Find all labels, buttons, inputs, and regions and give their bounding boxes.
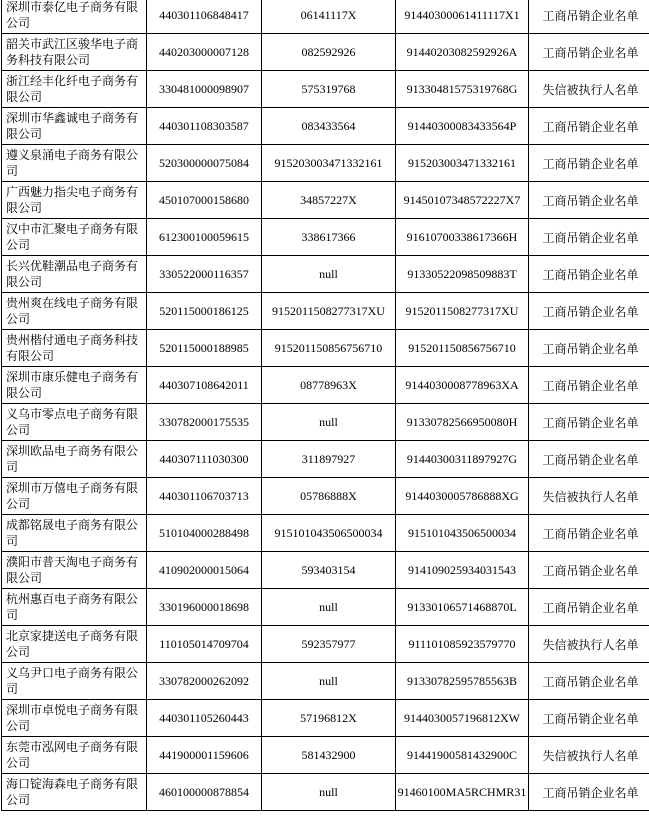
credit-code-cell: 91330106571468870L	[396, 589, 529, 626]
company-name-cell: 成都铭晟电子商务有限公司	[2, 515, 147, 552]
list-type-cell: 工商吊销企业名单	[529, 219, 649, 256]
list-type-cell: 工商吊销企业名单	[529, 108, 649, 145]
company-name-cell: 北京家捷送电子商务有限公司	[2, 626, 147, 663]
company-name-cell: 东莞市泓网电子商务有限公司	[2, 737, 147, 774]
credit-code-cell: 9144030057196812XW	[396, 700, 529, 737]
list-type-cell: 工商吊销企业名单	[529, 330, 649, 367]
table-row	[2, 441, 649, 478]
credit-code-cell: 9144030005786888XG	[396, 478, 529, 515]
list-type-cell: 工商吊销企业名单	[529, 404, 649, 441]
table-row	[2, 34, 649, 71]
company-name-cell: 杭州惠百电子商务有限公司	[2, 589, 147, 626]
credit-code-cell: 915201150856756710	[396, 330, 529, 367]
company-name-cell: 浙江经丰化纤电子商务有限公司	[2, 71, 147, 108]
table-row	[2, 478, 649, 515]
credit-code-cell: 91610700338617366H	[396, 219, 529, 256]
credit-code-cell: 91330481575319768G	[396, 71, 529, 108]
company-name-cell: 深圳欧品电子商务有限公司	[2, 441, 147, 478]
registration-number-cell: 410902000015064	[147, 552, 262, 589]
organization-code-cell: null	[262, 589, 396, 626]
list-type-cell: 工商吊销企业名单	[529, 552, 649, 589]
table-row	[2, 182, 649, 219]
credit-code-cell: 91330782566950080H	[396, 404, 529, 441]
registration-number-cell: 330196000018698	[147, 589, 262, 626]
organization-code-cell: 57196812X	[262, 700, 396, 737]
credit-code-cell: 915203003471332161	[396, 145, 529, 182]
registration-number-cell: 612300100059615	[147, 219, 262, 256]
organization-code-cell: 05786888X	[262, 478, 396, 515]
list-type-cell: 工商吊销企业名单	[529, 700, 649, 737]
list-type-cell: 工商吊销企业名单	[529, 34, 649, 71]
company-name-cell: 汉中市汇聚电子商务有限公司	[2, 219, 147, 256]
company-name-cell: 深圳市卓悦电子商务有限公司	[2, 700, 147, 737]
list-type-cell: 工商吊销企业名单	[529, 589, 649, 626]
list-type-cell: 工商吊销企业名单	[529, 663, 649, 700]
organization-code-cell: null	[262, 663, 396, 700]
table-row	[2, 774, 649, 811]
organization-code-cell: 593403154	[262, 552, 396, 589]
organization-code-cell: null	[262, 774, 396, 811]
credit-code-cell: 9152011508277317XU	[396, 293, 529, 330]
company-table-body	[2, 0, 649, 811]
company-name-cell: 广西魅力指尖电子商务有限公司	[2, 182, 147, 219]
organization-code-cell: 915203003471332161	[262, 145, 396, 182]
credit-code-cell: 9144030008778963XA	[396, 367, 529, 404]
registration-number-cell: 440301105260443	[147, 700, 262, 737]
credit-code-cell: 91440300311897927G	[396, 441, 529, 478]
registration-number-cell: 330782000262092	[147, 663, 262, 700]
credit-code-cell: 91330782595785563B	[396, 663, 529, 700]
list-type-cell: 失信被执行人名单	[529, 626, 649, 663]
registration-number-cell: 460100000878854	[147, 774, 262, 811]
credit-code-cell: 911101085923579770	[396, 626, 529, 663]
organization-code-cell: 915201150856756710	[262, 330, 396, 367]
list-type-cell: 失信被执行人名单	[529, 478, 649, 515]
registration-number-cell: 440301106848417	[147, 0, 262, 34]
credit-code-cell: 914109025934031543	[396, 552, 529, 589]
list-type-cell: 失信被执行人名单	[529, 71, 649, 108]
company-name-cell: 义乌市零点电子商务有限公司	[2, 404, 147, 441]
company-name-cell: 深圳市泰亿电子商务有限公司	[2, 0, 147, 34]
company-name-cell: 韶关市武江区骏华电子商务科技有限公司	[2, 34, 147, 71]
registration-number-cell: 441900001159606	[147, 737, 262, 774]
table-row	[2, 256, 649, 293]
list-type-cell: 工商吊销企业名单	[529, 0, 649, 34]
table-row	[2, 330, 649, 367]
organization-code-cell: 915101043506500034	[262, 515, 396, 552]
registration-number-cell: 440307111030300	[147, 441, 262, 478]
table-row	[2, 552, 649, 589]
organization-code-cell: 08778963X	[262, 367, 396, 404]
table-row	[2, 219, 649, 256]
table-row	[2, 293, 649, 330]
registration-number-cell: 510104000288498	[147, 515, 262, 552]
registration-number-cell: 440301108303587	[147, 108, 262, 145]
credit-code-cell: 91440300083433564P	[396, 108, 529, 145]
table-row	[2, 515, 649, 552]
organization-code-cell: 575319768	[262, 71, 396, 108]
registration-number-cell: 520300000075084	[147, 145, 262, 182]
credit-code-cell: 91440203082592926A	[396, 34, 529, 71]
company-name-cell: 深圳市康乐健电子商务有限公司	[2, 367, 147, 404]
registration-number-cell: 330522000116357	[147, 256, 262, 293]
credit-code-cell: 91330522098509883T	[396, 256, 529, 293]
organization-code-cell: 082592926	[262, 34, 396, 71]
company-name-cell: 濮阳市普天淘电子商务有限公司	[2, 552, 147, 589]
table-row	[2, 0, 649, 34]
organization-code-cell: 581432900	[262, 737, 396, 774]
registration-number-cell: 520115000186125	[147, 293, 262, 330]
organization-code-cell: 06141117X	[262, 0, 396, 34]
company-name-cell: 长兴优鞋潮品电子商务有限公司	[2, 256, 147, 293]
credit-code-cell: 91450107348572227X7	[396, 182, 529, 219]
table-row	[2, 367, 649, 404]
table-row	[2, 404, 649, 441]
company-name-cell: 义乌尹口电子商务有限公司	[2, 663, 147, 700]
table-row	[2, 71, 649, 108]
table-row	[2, 737, 649, 774]
list-type-cell: 工商吊销企业名单	[529, 182, 649, 219]
credit-code-cell: 91441900581432900C	[396, 737, 529, 774]
registration-number-cell: 520115000188985	[147, 330, 262, 367]
table-row	[2, 108, 649, 145]
list-type-cell: 工商吊销企业名单	[529, 367, 649, 404]
organization-code-cell: 083433564	[262, 108, 396, 145]
credit-code-cell: 915101043506500034	[396, 515, 529, 552]
table-row	[2, 663, 649, 700]
organization-code-cell: null	[262, 256, 396, 293]
table-row	[2, 145, 649, 182]
table-row	[2, 626, 649, 663]
company-name-cell: 海口锭海森电子商务有限公司	[2, 774, 147, 811]
company-name-cell: 贵州爽在线电子商务有限公司	[2, 293, 147, 330]
company-name-cell: 深圳市华鑫诚电子商务有限公司	[2, 108, 147, 145]
organization-code-cell: 338617366	[262, 219, 396, 256]
organization-code-cell: null	[262, 404, 396, 441]
company-name-cell: 遵义泉涌电子商务有限公司	[2, 145, 147, 182]
registration-number-cell: 440307108642011	[147, 367, 262, 404]
organization-code-cell: 9152011508277317XU	[262, 293, 396, 330]
registration-number-cell: 440301106703713	[147, 478, 262, 515]
credit-code-cell: 91460100MA5RCHMR31	[396, 774, 529, 811]
list-type-cell: 失信被执行人名单	[529, 737, 649, 774]
registration-number-cell: 110105014709704	[147, 626, 262, 663]
registration-number-cell: 450107000158680	[147, 182, 262, 219]
list-type-cell: 工商吊销企业名单	[529, 774, 649, 811]
table-row	[2, 589, 649, 626]
company-name-cell: 深圳市万僖电子商务有限公司	[2, 478, 147, 515]
credit-code-cell: 91440300061411117X1	[396, 0, 529, 34]
organization-code-cell: 34857227X	[262, 182, 396, 219]
list-type-cell: 工商吊销企业名单	[529, 145, 649, 182]
organization-code-cell: 311897927	[262, 441, 396, 478]
list-type-cell: 工商吊销企业名单	[529, 515, 649, 552]
company-name-cell: 贵州楷付通电子商务科技有限公司	[2, 330, 147, 367]
registration-number-cell: 330782000175535	[147, 404, 262, 441]
registration-number-cell: 330481000098907	[147, 71, 262, 108]
company-table	[1, 0, 649, 811]
list-type-cell: 工商吊销企业名单	[529, 256, 649, 293]
table-row	[2, 700, 649, 737]
organization-code-cell: 592357977	[262, 626, 396, 663]
list-type-cell: 工商吊销企业名单	[529, 441, 649, 478]
registration-number-cell: 440203000007128	[147, 34, 262, 71]
list-type-cell: 工商吊销企业名单	[529, 293, 649, 330]
